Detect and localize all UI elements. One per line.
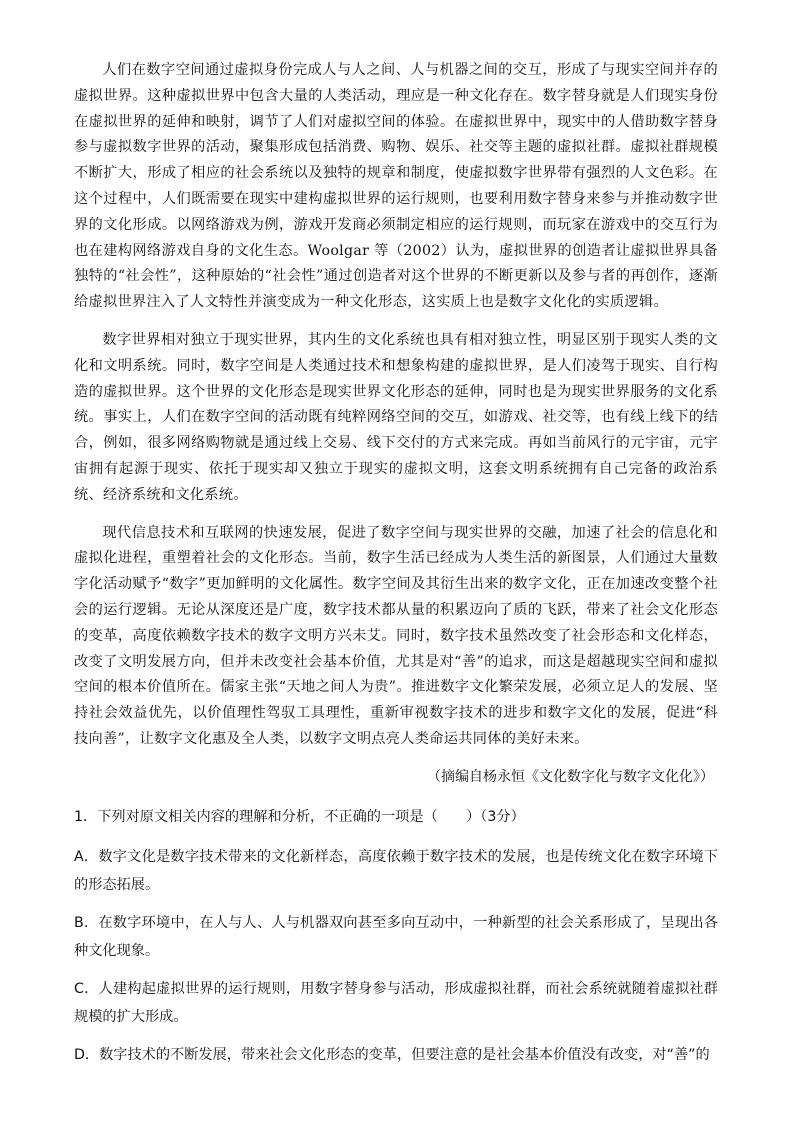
option-d: D．数字技术的不断发展，带来社会文化形态的变革，但要注意的是社会基本价值没有改变，对“善”的	[74, 1046, 710, 1063]
article-paragraph-2: 数字世界相对独立于现实世界，其内生的文化系统也具有相对独立性，明显区别于现实人类的文化和文明系统。同时，数字空间是人类通过技术和想象构建的虚拟世界，是人们凌驾于现实、自行构造的虚拟世界。这个世界的文化形态是现实世界文化形态的延伸，同时也是为现实世界服务的文化系统。事实上，人们在数字空间的活动既有纯粹网络空间的交互，如游戏、社交等，也有线上线下的结合，例如，很多网络购物就是通过线上交易、线下交付的方式来完成。再如当前风行的元宇宙，元宇宙拥有起源于现实、依托于现实却又独立于现实的虚拟文明，这套文明系统拥有自己完备的政治系统、经济系统和文化系统。	[74, 331, 718, 503]
option-a: A．数字文化是数字技术带来的文化新样态，高度依赖于数字技术的发展，也是传统文化在数字环境下的形态拓展。	[74, 848, 718, 893]
option-b: B．在数字环境中，在人与人、人与机器双向甚至多向互动中，一种新型的社会关系形成了，呈现出各种文化现象。	[74, 914, 718, 959]
option-c: C．人建构起虚拟世界的运行规则，用数字替身参与活动，形成虚拟社群，而社会系统就随着虚拟社群规模的扩大形成。	[74, 980, 718, 1025]
document-page	[74, 58, 718, 1079]
article-paragraph-1: 人们在数字空间通过虚拟身份完成人与人之间、人与机器之间的交互，形成了与现实空间并存的虚拟世界。这种虚拟世界中包含大量的人类活动，理应是一种文化存在。数字替身就是人们现实身份在虚拟世界的延伸和映射，调节了人们对虚拟空间的体验。在虚拟世界中，现实中的人借助数字替身参与虚拟数字世界的活动，聚集形成包括消费、购物、娱乐、社交等主题的虚拟社群。虚拟社群规模不断扩大，形成了相应的社会系统以及独特的规章和制度，使虚拟数字世界带有强烈的人文色彩。在这个过程中，人们既需要在现实中建构虚拟世界的运行规则，也要利用数字替身来参与并推动数字世界的文化形成。以网络游戏为例，游戏开发商必须制定相应的运行规则，而玩家在游戏中的交互行为也在建构网络游戏自身的文化生态。Woolgar 等（2002）认为，虚拟世界的创造者让虚拟世界具备独特的“社会性”，这种原始的“社会性”通过创造者对这个世界的不断更新以及参与者的再创作，逐渐给虚拟世界注入了人文特性并演变成为一种文化形态，这实质上也是数字文化化的实质逻辑。	[74, 62, 718, 311]
article-source: （摘编自杨永恒《文化数字化与数字文化化》）	[427, 768, 714, 785]
article-paragraph-3: 现代信息技术和互联网的快速发展，促进了数字空间与现实世界的交融，加速了社会的信息化和虚拟化进程，重塑着社会的文化形态。当前，数字生活已经成为人类生活的新图景，人们通过大量数字化活动赋予“数字”更加鲜明的文化属性。数字空间及其衍生出来的数字文化，正在加速改变整个社会的运行逻辑。无论从深度还是广度，数字技术都从量的积累迈向了质的飞跃，带来了社会文化形态的变革，高度依赖数字技术的数字文明方兴未艾。同时，数字技术虽然改变了社会形态和文化样态，改变了文明发展方向，但并未改变社会基本价值，尤其是对“善”的追求，而这是超越现实空间和虚拟空间的根本价值所在。儒家主张“天地之间人为贵”。推进数字文化繁荣发展，必须立足人的发展、坚持社会效益优先，以价值理性驾驭工具理性，重新审视数字技术的进步和数字文化的发展，促进“科技向善”，让数字文化惠及全人类，以数字文明点亮人类命运共同体的美好未来。	[74, 524, 718, 747]
question-stem: 1．下列对原文相关内容的理解和分析，不正确的一项是（ ）（3分）	[74, 808, 525, 825]
